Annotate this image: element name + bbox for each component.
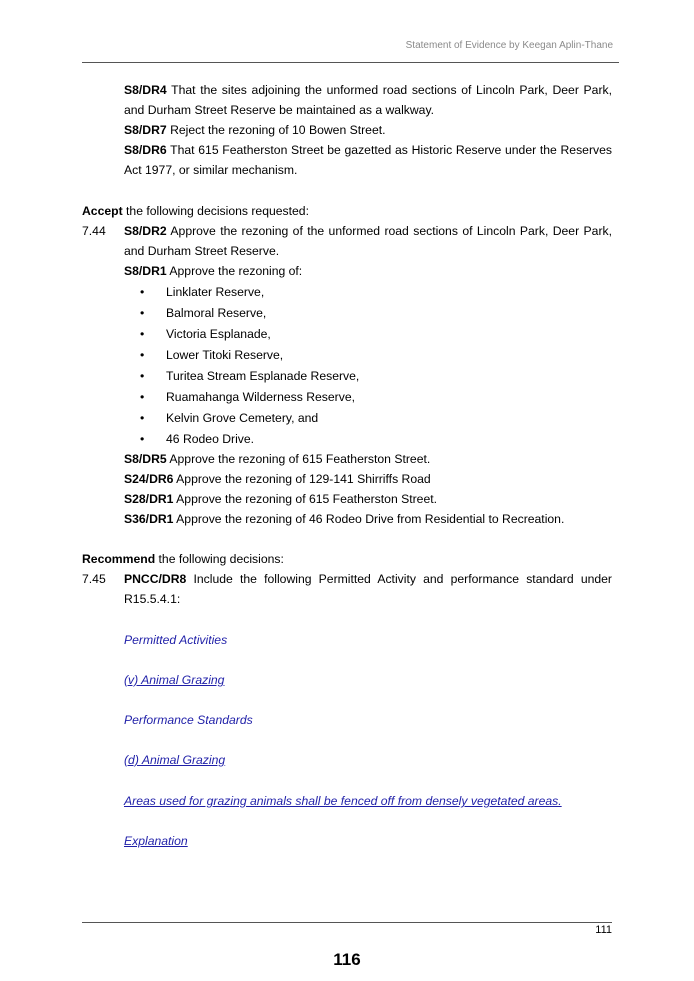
item-text: Approve the rezoning of 615 Featherston Street. bbox=[173, 492, 438, 506]
item-s8-dr7 bbox=[124, 120, 612, 140]
item-text: Include the following Permitted Activity and performance standard under R15.5.4.1: bbox=[124, 572, 612, 606]
paragraph-number-744: 7.44 bbox=[82, 224, 106, 238]
permitted-activities-heading: Permitted Activities bbox=[124, 633, 228, 647]
header-rule bbox=[82, 62, 619, 63]
stamp-page-number: 116 bbox=[333, 950, 361, 969]
item-code: S8/DR4 bbox=[124, 83, 167, 97]
explanation-heading: Explanation bbox=[124, 834, 188, 848]
item-s28-dr1 bbox=[124, 489, 612, 509]
list-item: • Ruamahanga Wilderness Reserve, bbox=[124, 387, 359, 408]
list-item: • 46 Rodeo Drive. bbox=[124, 429, 359, 450]
item-text: That 615 Featherston Street be gazetted as Historic Reserve under the Reserves Act 1977, or similar mechanism. bbox=[124, 143, 612, 177]
item-s8-dr4 bbox=[124, 80, 612, 120]
item-pncc-dr8 bbox=[124, 569, 612, 609]
item-s8-dr6 bbox=[124, 140, 612, 180]
item-s36-dr1 bbox=[124, 509, 612, 529]
item-code: S8/DR5 bbox=[124, 452, 167, 466]
recommend-heading bbox=[82, 549, 612, 569]
list-item: • Victoria Esplanade, bbox=[124, 324, 359, 345]
item-code: S8/DR7 bbox=[124, 123, 167, 137]
item-code: S8/DR6 bbox=[124, 143, 167, 157]
item-text: Approve the rezoning of the unformed road sections of Lincoln Park, Deer Park, and Durham Street Reserve. bbox=[124, 224, 612, 258]
recommend-bold: Recommend bbox=[82, 552, 156, 566]
list-item: • Balmoral Reserve, bbox=[124, 303, 359, 324]
list-item: • Linklater Reserve, bbox=[124, 282, 359, 303]
item-text: That the sites adjoining the unformed road sections of Lincoln Park, Deer Park, and Durham Street Reserve be maintained as a walkway. bbox=[124, 83, 612, 117]
grazing-fencing-rule: Areas used for grazing animals shall be fenced off from densely vegetated areas. bbox=[124, 794, 562, 808]
accept-rest: the following decisions requested: bbox=[122, 204, 309, 218]
item-code: PNCC/DR8 bbox=[124, 572, 187, 586]
item-s8-dr2 bbox=[124, 221, 612, 261]
item-code: S8/DR2 bbox=[124, 224, 167, 238]
item-text: Approve the rezoning of 129-141 Shirriffs Road bbox=[173, 472, 431, 486]
animal-grazing-activity: (v) Animal Grazing bbox=[124, 673, 225, 687]
footer-rule bbox=[82, 922, 612, 923]
item-s8-dr1 bbox=[124, 261, 612, 281]
running-header: Statement of Evidence by Keegan Aplin-Thane bbox=[405, 40, 613, 51]
item-s8-dr5 bbox=[124, 449, 612, 469]
performance-standards-heading: Performance Standards bbox=[124, 713, 253, 727]
item-code: S24/DR6 bbox=[124, 472, 174, 486]
paragraph-number-745: 7.45 bbox=[82, 572, 106, 586]
page-number: 111 bbox=[595, 924, 612, 936]
animal-grazing-standard: (d) Animal Grazing bbox=[124, 753, 226, 767]
item-code: S28/DR1 bbox=[124, 492, 174, 506]
list-item: • Lower Titoki Reserve, bbox=[124, 345, 359, 366]
accept-heading bbox=[82, 201, 612, 221]
item-text: Approve the rezoning of 615 Featherston Street. bbox=[166, 452, 431, 466]
list-item: • Kelvin Grove Cemetery, and bbox=[124, 408, 359, 429]
item-code: S8/DR1 bbox=[124, 264, 167, 278]
accept-bold: Accept bbox=[82, 204, 123, 218]
item-code: S36/DR1 bbox=[124, 512, 174, 526]
item-text: Approve the rezoning of 46 Rodeo Drive from Residential to Recreation. bbox=[173, 512, 565, 526]
item-s24-dr6 bbox=[124, 469, 612, 489]
item-text: Approve the rezoning of: bbox=[166, 264, 303, 278]
item-text: Reject the rezoning of 10 Bowen Street. bbox=[166, 123, 386, 137]
list-item: • Turitea Stream Esplanade Reserve, bbox=[124, 366, 359, 387]
recommend-rest: the following decisions: bbox=[155, 552, 284, 566]
rezoning-bullet-list bbox=[124, 282, 359, 450]
